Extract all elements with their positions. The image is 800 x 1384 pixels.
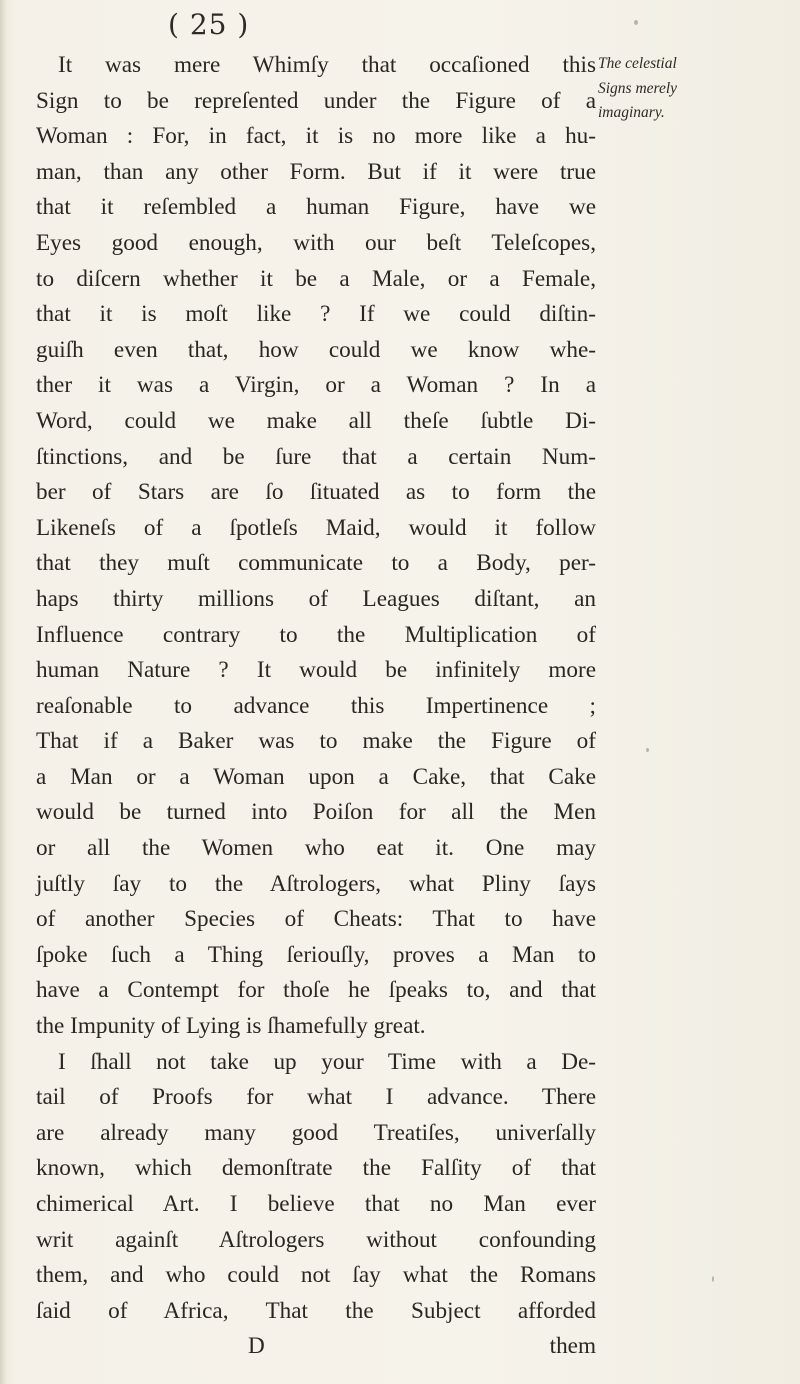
text-line: man, than any other Form. But if it were true [36,158,596,185]
text-line: It was mere Whimſy that occaſioned this [58,52,596,78]
text-line: chimerical Art. I believe that no Man ever [36,1191,596,1217]
text-line: guiſh even that, how could we know whe- [36,336,596,363]
paper-speck [634,20,638,25]
text-line: ſaid of Africa, That the Subject afforded [36,1297,596,1324]
body-text [36,48,596,1365]
text-line: ber of Stars are ſo ſituated as to form the [36,479,596,506]
text-line: the Impunity of Lying is ſhamefully great. [36,1013,426,1040]
marginal-note-line: Signs merely [598,79,678,97]
signature-mark: D [248,1333,265,1360]
marginal-note-line: imaginary. [598,104,665,121]
text-line: I ſhall not take up your Time with a De- [58,1048,596,1075]
text-line: haps thirty millions of Leagues diſtant, an [36,585,596,612]
text-line: Influence contrary to the Multiplication of [36,621,596,648]
text-line: of another Species of Cheats: That to have [36,906,596,933]
text-line: that it reſembled a human Figure, have we [36,194,596,221]
text-line: Woman : For, in fact, it is no more like a hu- [36,123,596,150]
text-line: That if a Baker was to make the Figure of [36,728,596,755]
text-line: them, and who could not ſay what the Romans [36,1262,596,1289]
text-line: have a Contempt for thoſe he ſpeaks to, and that [36,977,596,1004]
text-line: Likeneſs of a ſpotleſs Maid, would it follow [36,514,596,541]
binding-edge [0,0,6,1384]
text-line: reaſonable to advance this Impertinence ; [36,692,596,719]
text-line: tail of Proofs for what I advance. There [36,1084,596,1111]
catchword: them [549,1333,596,1360]
text-line: a Man or a Woman upon a Cake, that Cake [36,763,596,790]
text-line: human Nature ? It would be infinitely more [36,657,596,684]
text-line: would be turned into Poiſon for all the Men [36,799,596,826]
text-line: writ againſt Aſtrologers without confounding [36,1226,596,1253]
text-line: Eyes good enough, with our beſt Teleſcopes, [36,229,596,256]
marginal-note-line: The celestial [598,55,677,72]
text-line: that it is moſt like ? If we could diſtin- [36,301,596,328]
text-line: juſtly ſay to the Aſtrologers, what Pliny ſays [36,870,596,897]
text-line: ſpoke ſuch a Thing ſeriouſly, proves a Man to [36,941,596,968]
text-line: ſtinctions, and be ſure that a certain Num- [36,443,596,470]
text-line: or all the Women who eat it. One may [36,835,596,862]
text-line: to diſcern whether it be a Male, or a Female, [36,265,596,292]
page-number: ( 25 ) [168,8,250,41]
paper-speck [712,1276,714,1282]
marginal-note [598,52,798,126]
text-line: are already many good Treatiſes, univerſally [36,1119,596,1146]
footer-line [36,1329,596,1365]
paper-speck [646,748,649,752]
text-line: Word, could we make all theſe ſubtle Di- [36,407,596,434]
text-line: ther it was a Virgin, or a Woman ? In a [36,372,596,399]
text-line: Sign to be repreſented under the Figure of a [36,87,596,114]
text-line: that they muſt communicate to a Body, per- [36,550,596,577]
text-line: known, which demonſtrate the Falſity of that [36,1155,596,1182]
